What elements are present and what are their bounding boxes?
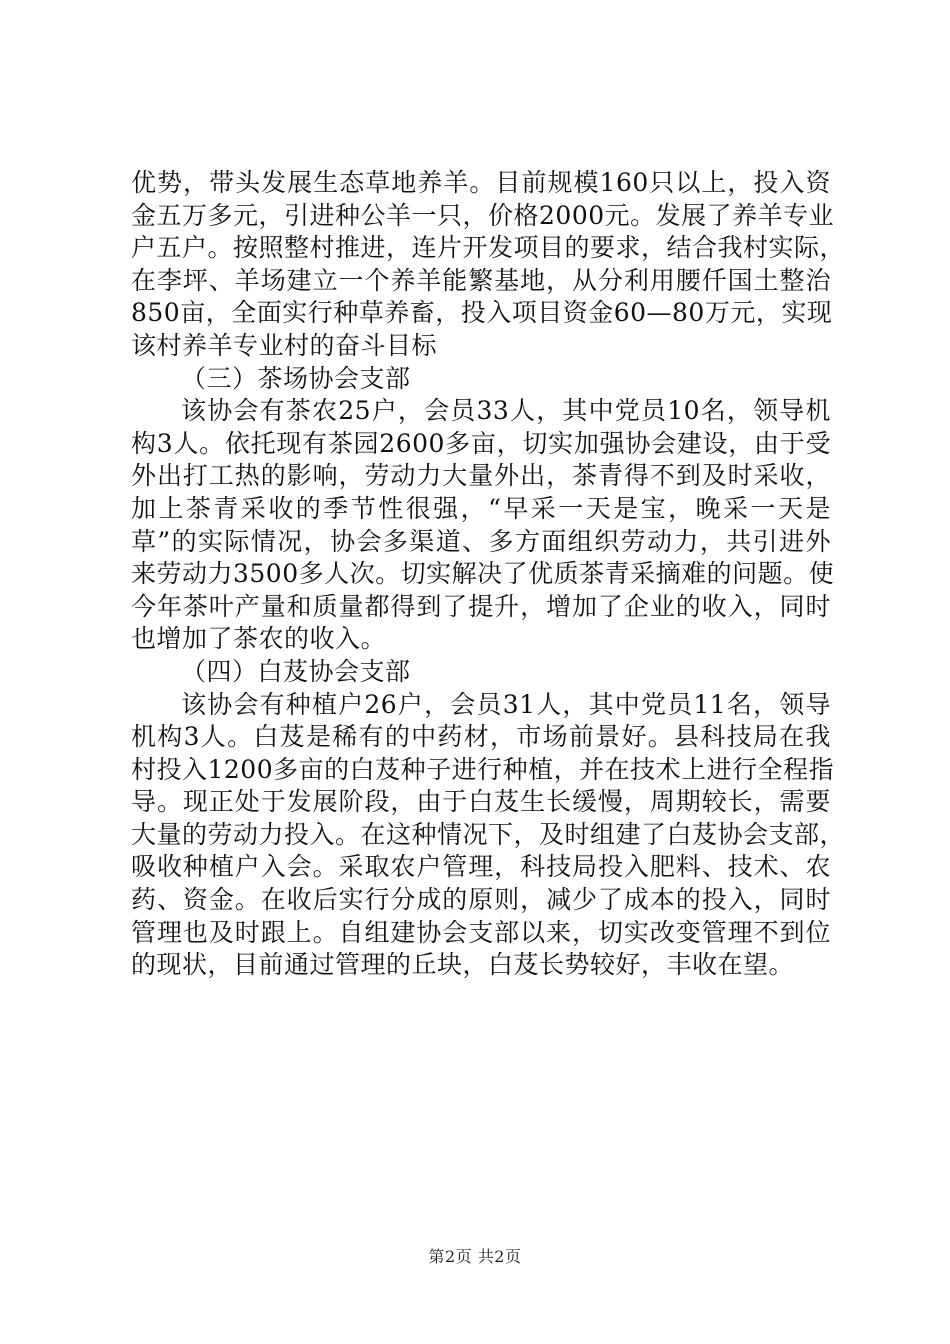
text-line: 该协会有种植户26户，会员31人，其中党员11名，领导 [181,689,831,719]
text-line: 该协会有茶农25户，会员33人，其中党员10名，领导机 [181,396,831,426]
text-line: 大量的劳动力投入。在这种情况下，及时组建了白芨协会支部， [131,819,846,849]
text-line: 850亩，全面实行种草养畜，投入项目资金60—80万元，实现 [131,298,833,328]
text-line: 今年茶叶产量和质量都得到了提升，增加了企业的收入，同时 [131,591,831,621]
text-line: 户五户。按照整村推进，连片开发项目的要求，结合我村实际， [131,233,846,263]
text-line: 也增加了茶农的收入。 [131,624,387,654]
text-line: 吸收种植户入会。采取农户管理，科技局投入肥料、技术、农 [131,852,831,882]
text-line: 药、资金。在收后实行分成的原则，减少了成本的投入，同时 [131,885,831,915]
text-line: 机构3人。白芨是稀有的中药材，市场前景好。县科技局在我 [131,722,831,752]
text-line: 构3人。依托现有茶园2600多亩，切实加强协会建设，由于受 [131,428,831,458]
text-line: 该村养羊专业村的奋斗目标 [131,330,438,360]
text-line: 导。现正处于发展阶段，由于白芨生长缓慢，周期较长，需要 [131,787,831,817]
text-line: 来劳动力3500多人次。切实解决了优质茶青采摘难的问题。使 [131,559,835,589]
text-line: 优势，带头发展生态草地养羊。目前规模160只以上，投入资 [131,168,831,197]
text-line: 金五万多元，引进种公羊一只，价格2000元。发展了养羊专业 [131,200,835,230]
text-line: 外出打工热的影响，劳动力大量外出，茶青得不到及时采收， [131,461,831,491]
text-line: 草”的实际情况，协会多渠道、多方面组织劳动力，共引进外 [131,526,831,556]
page-footer: 第2页 共2页 [428,1247,522,1266]
text-line: 管理也及时跟上。自组建协会支部以来，切实改变管理不到位 [131,917,831,947]
body-text [131,167,846,982]
section-heading: （四）白芨协会支部 [181,656,411,686]
text-line: 村投入1200多亩的白芨种子进行种植，并在技术上进行全程指 [131,754,835,784]
text-line: 加上茶青采收的季节性很强，“早采一天是宝，晚采一天是 [131,493,831,523]
section-heading: （三）茶场协会支部 [181,363,411,393]
text-line: 的现状，目前通过管理的丘块，白芨长势较好，丰收在望。 [131,950,795,980]
text-line: 在李坪、羊场建立一个养羊能繁基地，从分利用腰仟国土整治 [131,265,831,295]
